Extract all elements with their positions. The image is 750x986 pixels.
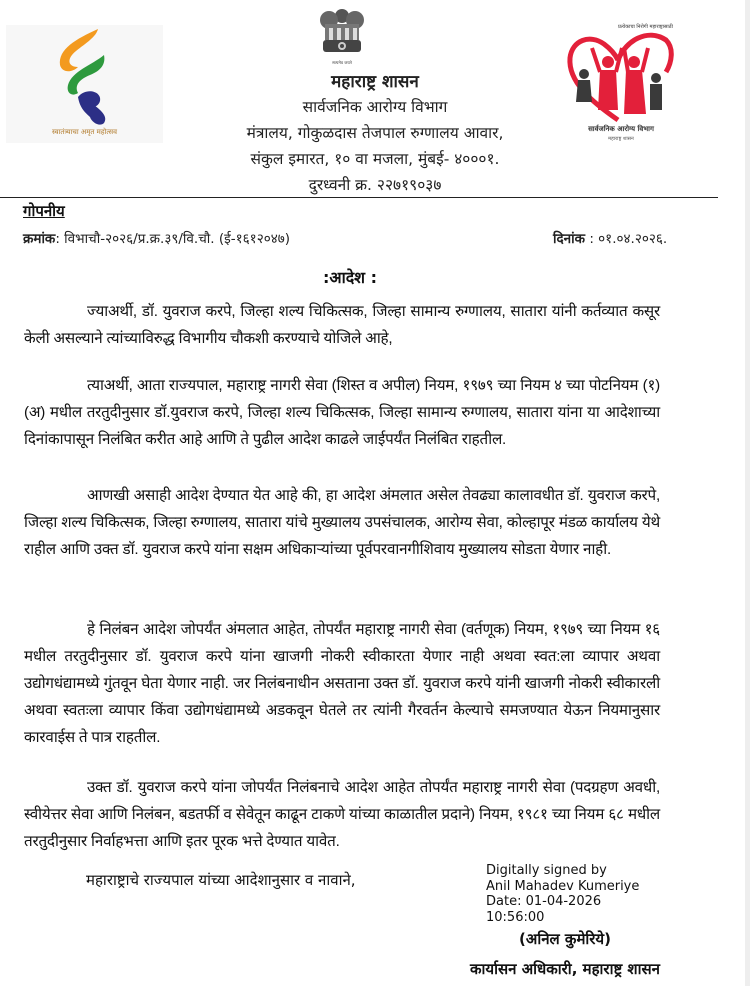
paragraph-text: त्याअर्थी, आता राज्यपाल, महाराष्ट्र नागरी सेवा (शिस्त व अपील) नियम, १९७९ च्या नियम ४ च्या पोटनियम (१) (अ) मधील तरतुदीनुसार डॉ.युवराज करपे, जिल्हा शल्य चिकित्सक, जिल्हा सामान्य रुग्णालय, सातारा यांना या आदेशाच्या दिनांकापासून निलंबित करीत आहे आणि ते पुढील आदेश काढले जाईपर्यंत निलंबित राहतील. xyxy=(24,377,660,448)
emblem-motto: सत्यमेव जयते xyxy=(332,60,352,65)
digital-signature-signer: Anil Mahadev Kumeriye xyxy=(486,878,640,894)
address-line-2: संकुल इमारत, १० वा मजला, मुंबई- ४०००१. xyxy=(250,150,500,168)
digital-signature-date: Date: 01-04-2026 xyxy=(486,894,602,909)
amrit-mahotsav-caption: स्वातंत्र्याचा अमृत महोत्सव xyxy=(52,128,117,136)
public-health-arc-text: प्रत्येकाचा निरोगी महाराष्ट्रासाठी xyxy=(618,24,673,30)
public-health-subcaption: महाराष्ट्र शासन xyxy=(608,136,634,142)
address-line-1: मंत्रालय, गोकुळदास तेजपाल रुग्णालय आवार, xyxy=(246,124,504,142)
phone-number: दुरध्वनी क्र. २२७१९०३७ xyxy=(308,176,442,194)
lion-capital-emblem-icon xyxy=(311,2,373,60)
paragraph-text: उक्त डॉ. युवराज करपे यांना जोपर्यंत निलंबनाचे आदेश आहेत तोपर्यंत महाराष्ट्र नागरी सेवा (पदग्रहण अवधी, स्वीयेत्तर सेवा आणि निलंबन, बडतर्फी व सेवेतून काढून टाकणे यांच्या काळातील प्रदाने) नियम, १९८१ च्या नियम ६८ मधील तरतुदीनुसार निर्वाहभत्ता आणि इतर पूरक भत्ते देण्यात यावेत. xyxy=(24,779,660,850)
order-paragraph xyxy=(24,774,660,855)
state-emblem xyxy=(311,2,373,64)
org-name: महाराष्ट्र शासन xyxy=(331,72,419,92)
order-date xyxy=(553,229,667,247)
order-title: :आदेश : xyxy=(322,268,378,287)
signatory-name: (अनिल कुमेरिये) xyxy=(519,930,611,948)
paragraph-text: हे निलंबन आदेश जोपर्यंत अंमलात आहेत, तोपर्यंत महाराष्ट्र नागरी सेवा (वर्तणूक) नियम, १९७९ च्या नियम १६ मधील तरतुदीनुसार डॉ. युवराज करपे यांना खाजगी नोकरी स्वीकारता येणार नाही अथवा स्वत:ला व्यापार अथवा उद्योगधंद्यामध्ये गुंतवून घेता येणार नाही. जर निलंबनाधीन असताना उक्त डॉ. युवराज करपे यांनी खाजगी नोकरी स्वीकारली अथवा स्वतःला व्यापार किंवा उद्योगधंद्यामध्ये अडकवून घेतले तर त्यांनी गैरवर्तन केल्याचे समजण्यात येऊन नियमानुसार कारवाईस ते पात्र राहतील. xyxy=(24,621,660,746)
reference-label: क्रमांक xyxy=(23,231,56,247)
signatory-designation: कार्यासन अधिकारी, महाराष्ट्र शासन xyxy=(470,960,660,978)
closing-line: महाराष्ट्राचे राज्यपाल यांच्या आदेशानुसार व नावाने, xyxy=(86,871,356,889)
order-paragraph xyxy=(24,616,660,751)
reference-number xyxy=(23,229,290,247)
header-divider xyxy=(0,197,718,198)
amrit-mahotsav-logo xyxy=(6,25,163,143)
order-paragraph xyxy=(24,372,660,453)
paragraph-text: आणखी असाही आदेश देण्यात येत आहे की, हा आदेश अंमलात असेल तेवढ्या कालावधीत डॉ. युवराज करपे, जिल्हा शल्य चिकित्सक, जिल्हा रुग्णालय, सातारा यांचे मुख्यालय उपसंचालक, आरोग्य सेवा, कोल्हापूर मंडळ कार्यालय येथे राहील आणि उक्त डॉ. युवराज करपे यांना सक्षम अधिकाऱ्यांच्या पूर्वपरवानगीशिवाय मुख्यालय सोडता येणार नाही. xyxy=(24,487,660,558)
date-label: दिनांक xyxy=(553,231,586,247)
reference-value: : विभाचौ-२०२६/प्र.क्र.३९/वि.चौ. (ई-१६१२०४७) xyxy=(55,231,291,247)
paragraph-text: ज्याअर्थी, डॉ. युवराज करपे, जिल्हा शल्य चिकित्सक, जिल्हा सामान्य रुग्णालय, सातारा यांनी कर्तव्यात कसूर केली असल्याने त्यांच्याविरुद्ध विभागीय चौकशी करण्याचे योजिले आहे, xyxy=(24,303,660,347)
heart-family-logo-icon xyxy=(562,22,680,124)
public-health-logo xyxy=(562,22,680,147)
digital-signature-block xyxy=(486,863,639,925)
vertical-scrollbar[interactable] xyxy=(745,0,750,986)
digital-signature-line: Digitally signed by xyxy=(486,863,607,878)
order-paragraph xyxy=(24,482,660,563)
digital-signature-time: 10:56:00 xyxy=(486,909,545,925)
public-health-caption: सार्वजनिक आरोग्य विभाग xyxy=(588,125,654,133)
confidential-label: गोपनीय xyxy=(23,202,65,220)
flame-logo-icon xyxy=(6,25,163,130)
department-name: सार्वजनिक आरोग्य विभाग xyxy=(302,98,448,116)
date-value: : ०१.०४.२०२६. xyxy=(585,231,668,247)
order-paragraph xyxy=(24,298,660,352)
